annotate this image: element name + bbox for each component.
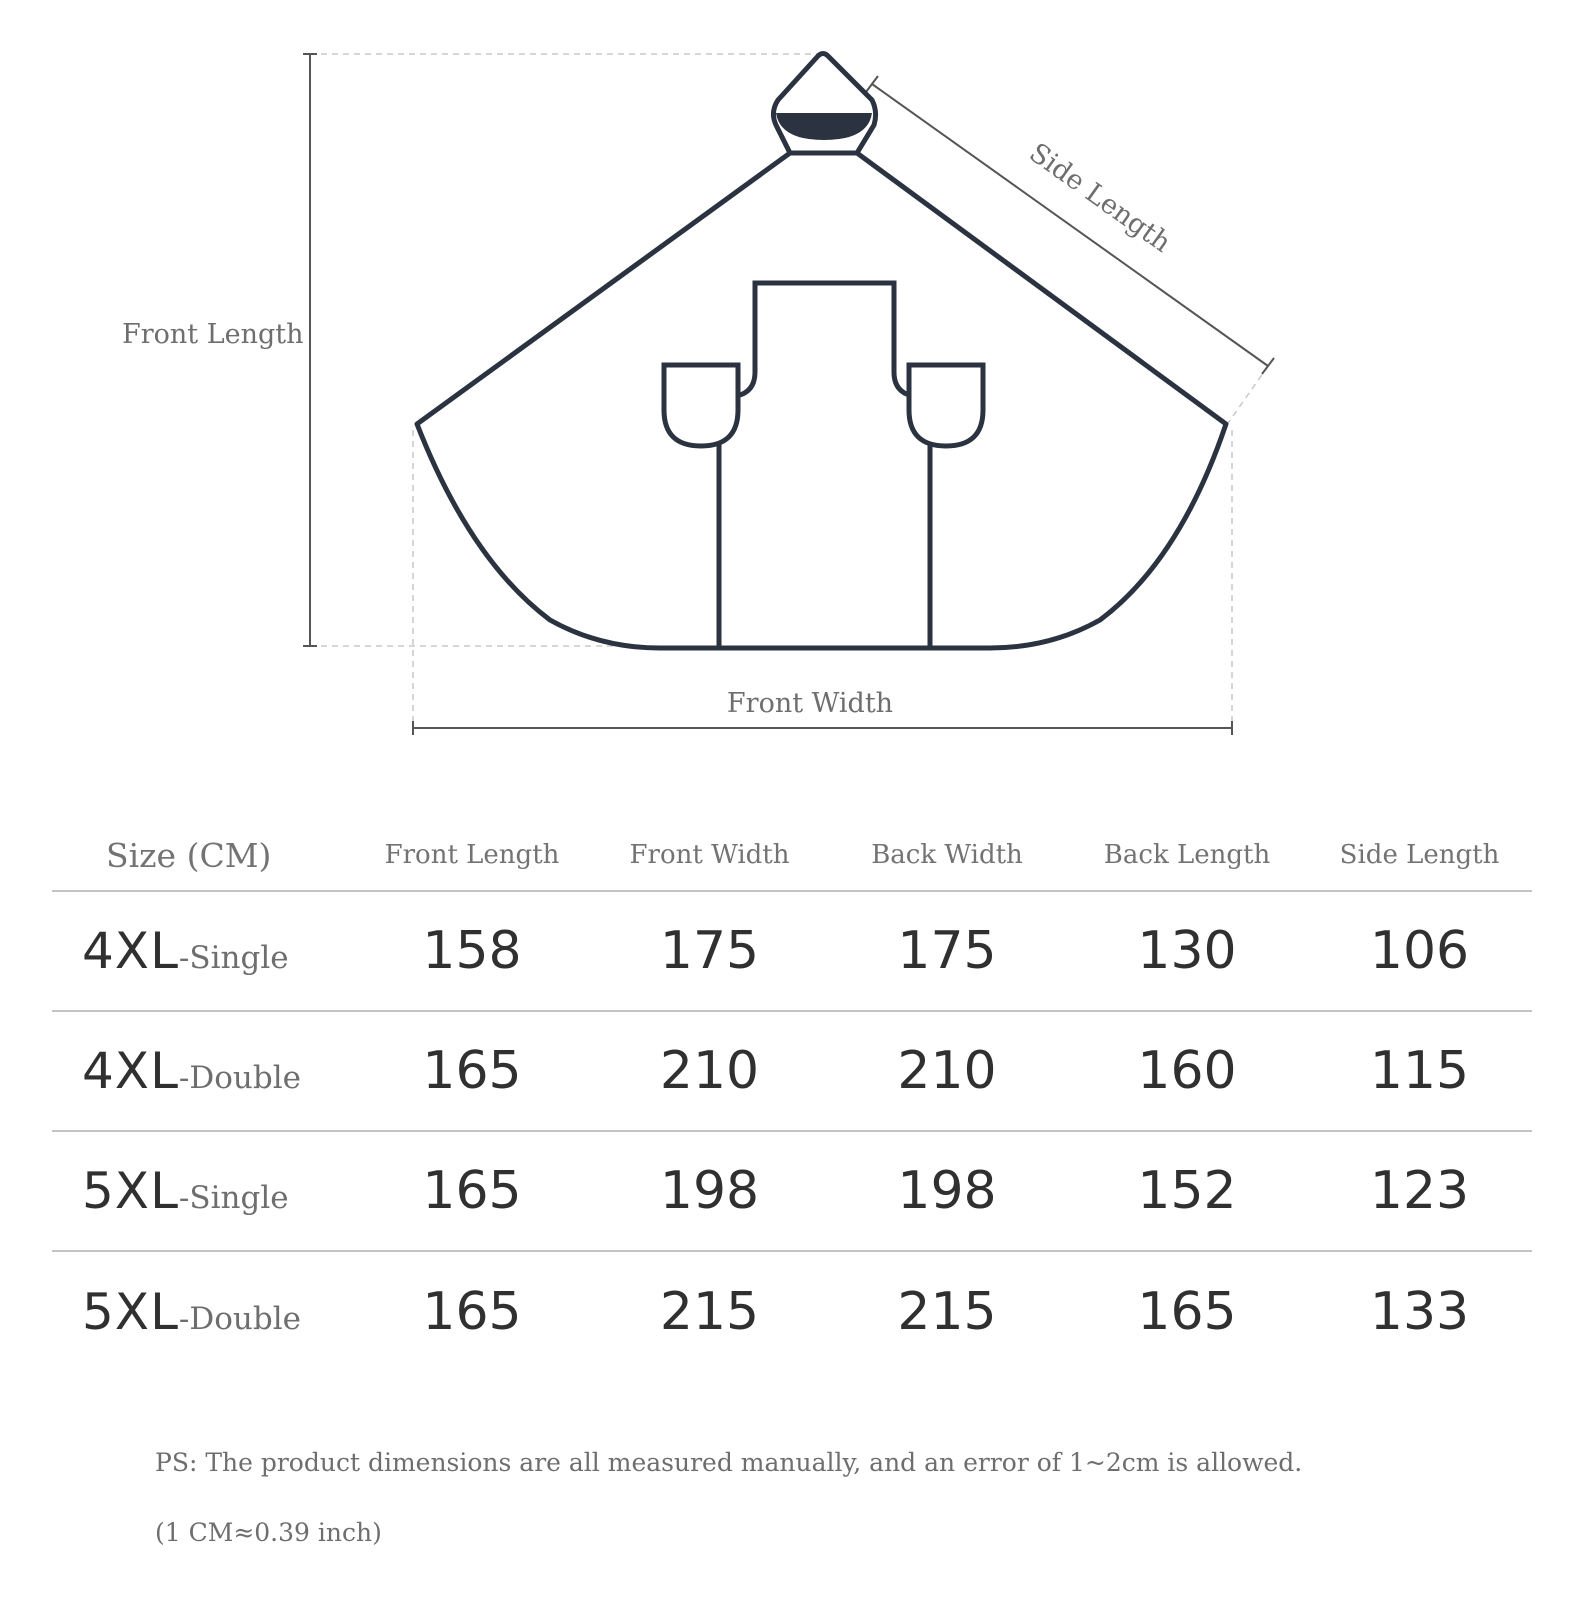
table-row [52,1131,1532,1251]
size-variant: -Single [178,940,289,976]
header-front-length: Front Length [384,840,560,870]
side-length-value: 115 [1369,1041,1470,1101]
table-row [52,1251,1532,1371]
size-code: 5XL [82,1162,179,1220]
size-code: 5XL [82,1282,179,1341]
side-length-value: 106 [1369,921,1470,981]
front-length-value: 165 [422,1281,522,1342]
front-width-dimension [413,721,1232,735]
front-width-value: 198 [659,1161,760,1221]
size-chart-table [52,820,1532,1371]
side-length-value: 123 [1369,1161,1470,1221]
front-width-value: 210 [659,1041,760,1101]
header-back-length: Back Length [1103,840,1271,870]
measurement-note: PS: The product dimensions are all measured manually, and an error of 1~2cm is allowed. [155,1448,1303,1477]
front-length-label: Front Length [122,319,304,350]
front-length-value: 165 [422,1161,522,1221]
unit-conversion-note: (1 CM≈0.39 inch) [155,1518,382,1547]
size-code: 4XL [82,922,179,980]
front-width-value: 215 [659,1281,760,1342]
back-width-value: 175 [897,921,997,981]
header-size: Size (CM) [106,835,272,875]
table-row [52,1011,1532,1131]
right-sleeve-pocket [909,365,983,446]
back-width-value: 198 [897,1161,997,1221]
header-back-width: Back Width [871,840,1023,870]
back-width-value: 210 [897,1041,997,1101]
size-variant: -Double [178,1300,301,1337]
table-header-row [52,820,1532,891]
front-length-value: 158 [422,921,522,981]
side-length-label: Side Length [1023,137,1177,259]
side-length-value: 133 [1369,1281,1470,1342]
header-side-length: Side Length [1339,840,1500,870]
poncho-outline [417,153,1226,648]
size-variant: -Double [178,1060,301,1096]
size-cell [52,1131,352,1251]
table-row [52,891,1532,1011]
header-front-width: Front Width [629,840,790,870]
poncho-dimension-diagram [0,0,1585,760]
size-cell [52,1011,352,1131]
size-cell [52,1251,352,1371]
back-width-value: 215 [897,1281,997,1342]
size-code: 4XL [82,1042,179,1100]
back-length-value: 130 [1137,921,1237,981]
front-length-value: 165 [422,1041,522,1101]
front-length-dimension [303,54,317,646]
back-length-value: 152 [1137,1161,1237,1221]
size-cell [52,891,352,1011]
back-length-value: 165 [1137,1281,1237,1342]
size-variant: -Single [178,1180,289,1216]
left-sleeve-pocket [664,365,738,446]
back-length-value: 160 [1137,1041,1237,1101]
front-width-label: Front Width [726,688,894,719]
front-width-value: 175 [659,921,760,981]
